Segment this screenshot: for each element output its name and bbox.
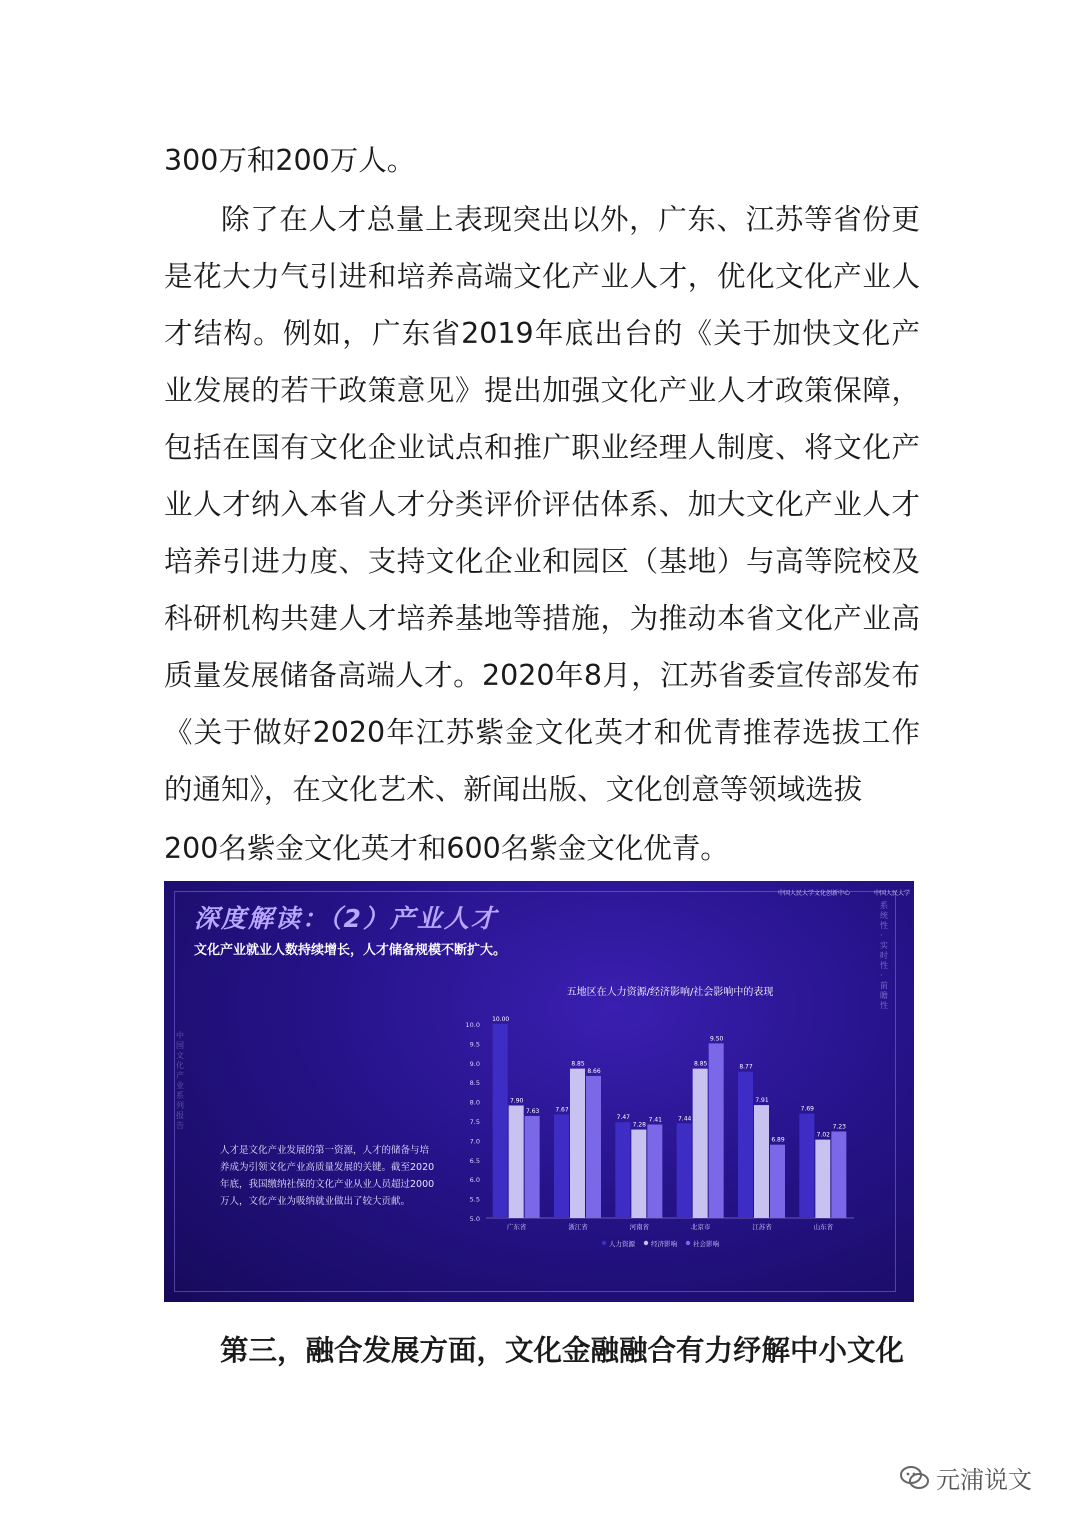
legend-label-2: 社会影响 — [693, 1240, 719, 1248]
x-tick-label: 山东省 — [813, 1223, 834, 1231]
y-tick-label: 6.0 — [469, 1176, 480, 1185]
y-tick-label: 7.0 — [469, 1137, 480, 1146]
y-tick-label: 8.0 — [469, 1098, 480, 1107]
data-label: 8.85 — [571, 1060, 585, 1068]
y-tick-label: 5.5 — [469, 1195, 480, 1204]
data-label: 8.85 — [693, 1060, 708, 1068]
data-label: 7.91 — [755, 1097, 769, 1105]
slide-side-text: 系统性·实时性·前瞻性 — [880, 901, 888, 1010]
bar-经济影响-河南省 — [631, 1130, 646, 1218]
data-label: 6.89 — [771, 1136, 785, 1144]
bar-社会影响-广东省 — [525, 1116, 540, 1218]
x-tick-label: 江苏省 — [752, 1223, 772, 1231]
paragraph-1: 300万和200万人。 — [164, 144, 416, 177]
wechat-icon — [900, 1465, 930, 1491]
bar-经济影响-浙江省 — [570, 1069, 585, 1218]
y-tick-label: 9.0 — [469, 1059, 480, 1068]
logo-right: 中国人民大学 — [874, 890, 911, 897]
bar-社会影响-山东省 — [831, 1131, 846, 1218]
data-label: 7.47 — [616, 1114, 631, 1122]
slide-body-text: 人才是文化产业发展的第一资源，人才的储备与培养成为引领文化产业高质量发展的关键。截至2020年底，我国缴纳社保的文化产业从业人员超过2000万人，文化产业为吸纳就业做出了较大贡献。 — [220, 1145, 435, 1207]
legend-label-1: 经济影响 — [651, 1240, 677, 1248]
paragraph-3: 200名紫金文化英才和600名紫金文化优青。 — [164, 832, 729, 865]
bar-社会影响-河南省 — [647, 1124, 662, 1218]
slide-left-text: 中国文化产业系列报告 — [176, 1031, 184, 1130]
bar-chart — [164, 881, 914, 1302]
data-label: 7.63 — [525, 1107, 540, 1115]
data-label: 8.66 — [587, 1067, 601, 1075]
data-label: 7.28 — [632, 1121, 647, 1129]
data-label: 7.41 — [648, 1116, 663, 1124]
data-label: 7.44 — [677, 1115, 692, 1123]
slide-subtitle: 文化产业就业人数持续增长，人才储备规模不断扩大。 — [194, 943, 507, 958]
data-label: 7.02 — [816, 1131, 831, 1139]
bar-社会影响-北京市 — [709, 1043, 724, 1218]
legend-marker-1 — [644, 1241, 648, 1245]
y-tick-label: 9.5 — [469, 1040, 480, 1049]
data-label: 7.69 — [800, 1105, 815, 1113]
bar-社会影响-江苏省 — [770, 1145, 785, 1218]
slide-image — [164, 881, 914, 1302]
bar-人力资源-浙江省 — [554, 1114, 569, 1218]
watermark-label: 元浦说文 — [936, 1466, 1032, 1494]
data-label: 7.23 — [832, 1123, 847, 1131]
x-tick-label: 北京市 — [690, 1223, 711, 1231]
bar-人力资源-河南省 — [615, 1122, 630, 1218]
y-tick-label: 8.5 — [469, 1079, 480, 1088]
legend-marker-2 — [686, 1241, 690, 1245]
data-label: 10.00 — [492, 1016, 510, 1023]
bar-人力资源-江苏省 — [738, 1072, 753, 1218]
logo-left: 中国人民大学文化创新中心 — [778, 890, 851, 897]
y-tick-label: 7.5 — [469, 1118, 480, 1126]
bar-经济影响-广东省 — [509, 1105, 524, 1218]
legend-marker-0 — [602, 1241, 606, 1245]
bar-人力资源-北京市 — [677, 1123, 692, 1218]
paragraph-2: 除了在人才总量上表现突出以外，广东、江苏等省份更是花大力气引进和培养高端文化产业人才，优化文化产业人才结构。例如，广东省2019年底出台的《关于加快文化产业发展的若干政策意见》提出加强文化产业人才政策保障，包括在国有文化企业试点和推广职业经理人制度、将文化产业人才纳入本省人才分类评价评估体系、加大文化产业人才培养引进力度、支持文化企业和园区（基地）与高等院校及科研机构共建人才培养基地等措施，为推动本省文化产业高质量发展储备高端人才。2020年8月，江苏省委宣传部发布《关于做好2020年江苏紫金文化英才和优青推荐选拔工作的通知》，在文化艺术、新闻出版、文化创意等领域选拔 — [164, 203, 920, 806]
data-label: 7.67 — [555, 1106, 569, 1114]
bar-人力资源-广东省 — [493, 1024, 508, 1218]
bar-经济影响-江苏省 — [754, 1105, 769, 1218]
section-heading: 第三，融合发展方面，文化金融融合有力纾解中小文化 — [220, 1334, 905, 1367]
bar-社会影响-浙江省 — [586, 1076, 601, 1218]
data-label: 7.90 — [509, 1097, 524, 1105]
x-tick-label: 广东省 — [506, 1223, 527, 1231]
y-tick-label: 6.5 — [469, 1156, 480, 1165]
watermark — [900, 1460, 1032, 1495]
chart-title: 五地区在人力资源/经济影响/社会影响中的表现 — [566, 987, 774, 998]
y-tick-label: 10.0 — [465, 1021, 480, 1029]
x-tick-label: 河南省 — [629, 1223, 650, 1231]
data-label: 9.50 — [709, 1035, 724, 1043]
bar-经济影响-山东省 — [815, 1140, 830, 1218]
bar-人力资源-山东省 — [799, 1114, 814, 1218]
data-label: 8.77 — [739, 1063, 753, 1071]
legend-label-0: 人力资源 — [609, 1240, 635, 1248]
bar-经济影响-北京市 — [693, 1069, 708, 1218]
y-tick-label: 5.0 — [469, 1215, 480, 1223]
x-tick-label: 浙江省 — [568, 1223, 588, 1231]
slide-title: 深度解读：（2）产业人才 — [194, 904, 498, 933]
